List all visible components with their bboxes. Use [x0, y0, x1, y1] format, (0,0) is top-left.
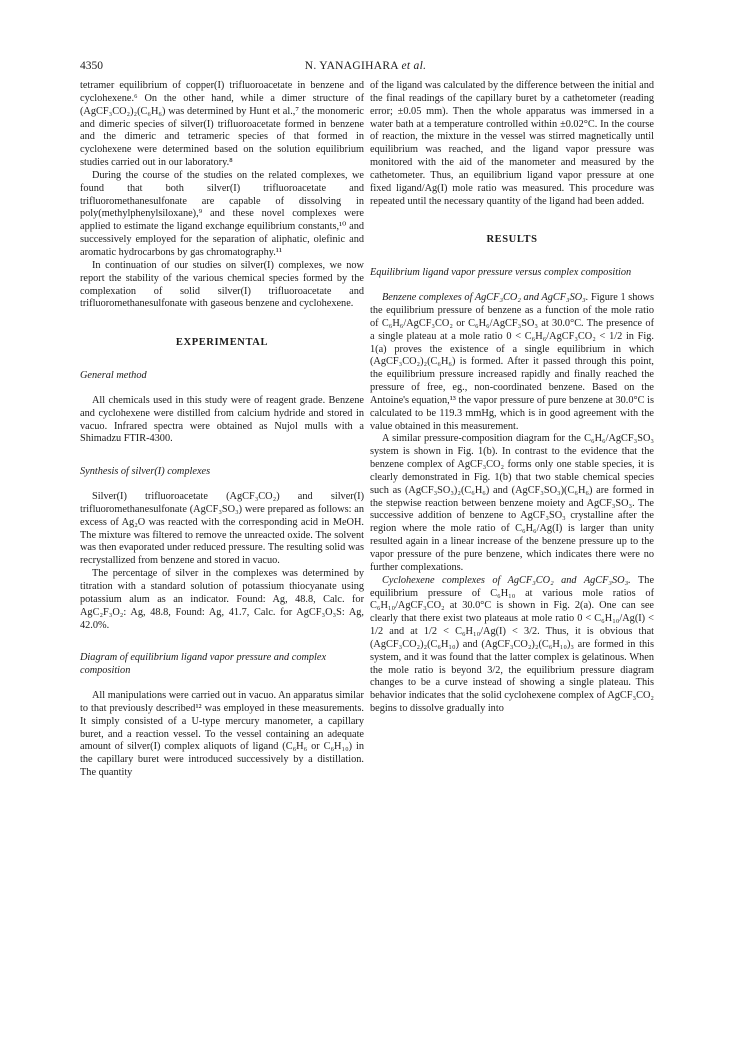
results-heading: RESULTS — [486, 234, 538, 246]
experimental-heading: EXPERIMENTAL — [175, 337, 269, 349]
running-title — [0, 60, 731, 72]
benzene-paragraph-1-text: Figure 1 shows the equilibrium pressure of benzene as a function of the mole ratio of C₆H₆/AgCF₃CO₂ or C₆H₆/AgCF₃SO₃ at 30.0°C. The presence of a single plateau at a mole ratio 0 < C₆H₆/AgCF₃CO₂ < 1/2 in Fig. 1(a) proves the existence of a single equilibrium in which (AgCF₃CO₂)₂(C₆H₆) is formed. After it passed through this point, the equilibrium pressure increased rapidly and finally reached the pressure of free, eg., non-coordinated benzene. Based on the Antoine's equation,¹³ the vapor pressure of pure benzene at 30.0°C is calculated to be 119.3 mmHg, which is in good agreement with the value obtained in this measurement. — [370, 292, 654, 432]
cyclohexene-paragraph-text: The equilibrium pressure of C₆H₁₀ at various mole ratios of C₆H₁₀/AgCF₃CO₂ at 30.0°C is shown in Fig. 2(a). One can see clearly that there exist two plateaus at mole ratio 0 < C₆H₁₀/Ag(I) < 1/2 and at 1/2 < C₆H₁₀/Ag(I) < 3/2. Thus, it is obvious that (AgCF₃CO₂)₂(C₆H₁₀) and (AgCF₃CO₂)₂(C₆H₁₀)₃ are formed in this system, and it was found that the latter complex is gelatinous. When the mole ratio is beyond 3/2, the equilibrium pressure diagram changes to be a curve instead of showing a single plateau. This behavior indicates that the solid cyclohexene complex of AgCF₃CO₂ begins to dissolve gradually into — [370, 574, 655, 715]
intro-paragraph-2: During the course of the studies on the related complexes, we found that both silver(I) trifluoroacetate and trifluoromethanesulfonate are capable of dissolving in poly(methylphenylsiloxane),⁹ and these novel complexes were applied to estimate the ligand exchange equilibrium constants,¹⁰ and successively employed for the separation of aliphatic, olefinic and aromatic hydrocarbons by gas chromatography.¹¹ — [80, 169, 364, 258]
general-method-paragraph: All chemicals used in this study were of reagent grade. Benzene and cyclohexene were distilled from calcium hydride and stored in vacuo. Infrared spectra were obtained as Nujol mulls with a Shimadzu FTIR-4300. — [80, 394, 364, 445]
benzene-subheading: Benzene complexes of AgCF₃CO₂ and AgCF₃SO₃. — [382, 292, 589, 304]
left-column — [80, 80, 364, 780]
synthesis-paragraph-2: The percentage of silver in the complexes was determined by titration with a standard solution of potassium thiocyanate using potassium alum as an indicator. Found: Ag, 48.8, Calc. for AgC₂F₃O₂: Ag, 48.8, Found: Ag, 41.7, Calc. for AgCF₃O₃S: Ag, 42.0%. — [80, 568, 364, 631]
continued-paragraph: of the ligand was calculated by the difference between the initial and the final readings of the capillary buret by a cathetometer (reading error; ±0.05 mm). Then the whole apparatus was immersed in a water bath at a temperature controlled within ±0.02°C. In the course of reaction, the mixture in the vessel was stirred magnetically until equilibrium was reached, and the ligand vapor pressure was monitored with the aid of the manometer and measured by the cathetometer. Thus, an equilibrium ligand vapor pressure at one fixed ligand/Ag(I) mole ratio was measured. This procedure was repeated until the necessary quantity of the ligand had been added. — [370, 80, 654, 207]
diagram-paragraph: All manipulations were carried out in vacuo. An apparatus similar to that previously described¹² was employed in these measurements. It simply consisted of a U-type mercury manometer, a capillary buret, and a reaction vessel. To the vessel containing an adequate amount of silver(I) complex aliquots of ligand (C₆H₆ or C₆H₁₀) in the capillary buret were introduced successively by a distillation. The quantity — [80, 690, 364, 779]
running-title-authors: N. YANAGIHARA — [304, 60, 399, 72]
right-column — [370, 80, 654, 716]
cyclohexene-paragraph — [370, 575, 654, 716]
page-number: 4350 — [80, 60, 103, 72]
synthesis-paragraph-1: Silver(I) trifluoroacetate (AgCF₃CO₂) and silver(I) trifluoromethanesulfonate (AgCF₃SO₃) were prepared as follows: an excess of Ag₂O was reacted with the corresponding acid in MeOH. The mixture was filtered to remove the unreacted oxide. The solvent was then evaporated under reduced pressure. The resulting solid was recrystallized from benzene and stored in vacuo. — [80, 491, 364, 567]
intro-paragraph-1: tetramer equilibrium of copper(I) trifluoroacetate in benzene and cyclohexene.⁶ On the other hand, while a dimer structure of (AgCF₃CO₂)₂(C₆H₆) was determined by Hunt et al.,⁷ the monomeric and dimeric species of silver(I) trifluoroacetate formed in benzene and the dimeric and tetrameric species of that formed in cyclohexene were determined based on the solution equilibrium studies carried out in our laboratory.⁸ — [80, 80, 364, 169]
synthesis-heading: Synthesis of silver(I) complexes — [80, 466, 211, 478]
general-method-heading: General method — [80, 370, 147, 382]
benzene-paragraph-2: A similar pressure-composition diagram for the C₆H₆/AgCF₃SO₃ system is shown in Fig. 1(b). In contrast to the evidence that the benzene complex of AgCF₃CO₂ forms only one stable species, it is clearly demonstrated in Fig. 1(b) that two stable chemical species such as (AgCF₃SO₃)₂(C₆H₆) and (AgCF₃SO₃)(C₆H₆) are formed in the stepwise reaction between benzene moiety and AgCF₃SO₃. The successive addition of benzene to AgCF₃SO₃ crystalline after the region where the mole ratio of C₆H₆/Ag(I) is larger than unity resulted again in a linear increase of the benzene pressure up to the vapor pressure of the pure benzene, which indicates there were no further complexations. — [370, 433, 654, 573]
cyclohexene-subheading: Cyclohexene complexes of AgCF₃CO₂ and AgCF₃SO₃. — [382, 574, 631, 586]
intro-paragraph-3: In continuation of our studies on silver(I) complexes, we now report the stability of the various chemical species formed by the complexation of solid silver(I) trifluoroacetate and trifluoromethanesulfonate with gaseous benzene and cyclohexene. — [80, 259, 364, 310]
diagram-heading: Diagram of equilibrium ligand vapor pressure and complex composition — [80, 652, 327, 677]
equilibrium-heading: Equilibrium ligand vapor pressure versus complex composition — [370, 267, 632, 279]
running-title-etal: et al. — [401, 60, 427, 72]
benzene-paragraph-1 — [370, 292, 654, 433]
